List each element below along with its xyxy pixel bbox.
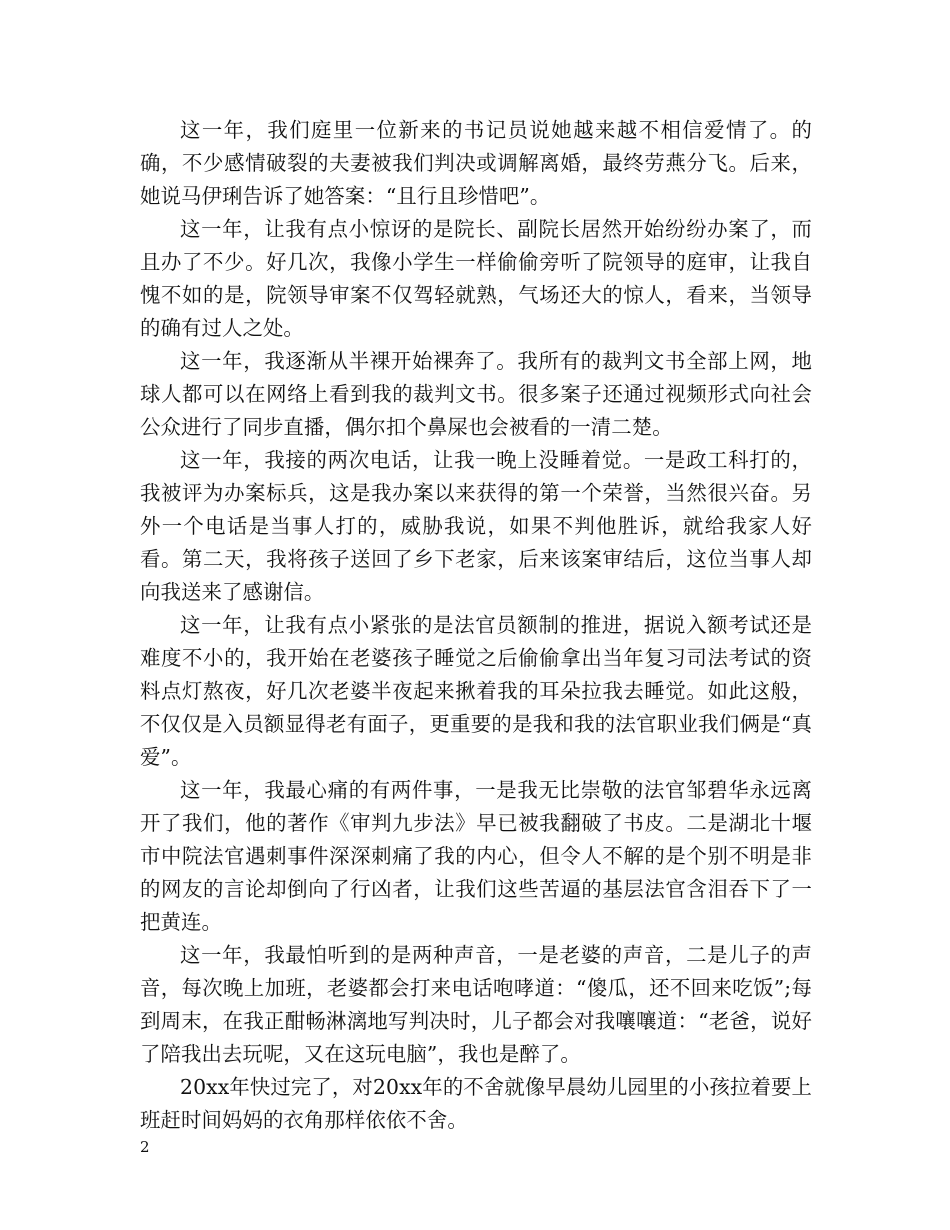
paragraph-5: 这一年，让我有点小紧张的是法官员额制的推进，据说入额考试还是难度不小的，我开始在老婆孩子睡觉之后偷偷拿出当年复习司法考试的资料点灯熬夜，好几次老婆半夜起来揪着我的耳朵拉我去睡觉。如此这般，不仅仅是入员额显得老有面子，更重要的是我和我的法官职业我们俩是“真爱”。 (140, 613, 812, 769)
page-number: 2 (140, 1138, 150, 1156)
paragraph-7: 这一年，我最怕听到的是两种声音，一是老婆的声音，二是儿子的声音，每次晚上加班，老婆都会打来电话咆哮道：“傻瓜，还不回来吃饭”;每到周末，在我正酣畅淋漓地写判决时，儿子都会对我嚷嚷道：“老爸，说好了陪我出去玩呢，又在这玩电脑”，我也是醉了。 (140, 943, 812, 1066)
paragraph-3: 这一年，我逐渐从半裸开始裸奔了。我所有的裁判文书全部上网，地球人都可以在网络上看到我的裁判文书。很多案子还通过视频形式向社会公众进行了同步直播，偶尔扣个鼻屎也会被看的一清二楚。 (140, 349, 812, 439)
paragraph-1: 这一年，我们庭里一位新来的书记员说她越来越不相信爱情了。的确，不少感情破裂的夫妻被我们判决或调解离婚，最终劳燕分飞。后来，她说马伊琍告诉了她答案：“且行且珍惜吧”。 (140, 118, 812, 208)
paragraph-2: 这一年，让我有点小惊讶的是院长、副院长居然开始纷纷办案了，而且办了不少。好几次，我像小学生一样偷偷旁听了院领导的庭审，让我自愧不如的是，院领导审案不仅驾轻就熟，气场还大的惊人，看来，当领导的确有过人之处。 (140, 217, 812, 340)
paragraph-8: 20xx年快过完了，对20xx年的不舍就像早晨幼儿园里的小孩拉着要上班赶时间妈妈的衣角那样依依不舍。 (140, 1075, 812, 1132)
paragraph-6: 这一年，我最心痛的有两件事，一是我无比崇敬的法官邹碧华永远离开了我们，他的著作《审判九步法》早已被我翻破了书皮。二是湖北十堰市中院法官遇刺事件深深刺痛了我的内心，但令人不解的是个别不明是非的网友的言论却倒向了行凶者，让我们这些苦逼的基层法官含泪吞下了一把黄连。 (140, 778, 812, 934)
paragraph-4: 这一年，我接的两次电话，让我一晚上没睡着觉。一是政工科打的，我被评为办案标兵，这是我办案以来获得的第一个荣誉，当然很兴奋。另外一个电话是当事人打的，威胁我说，如果不判他胜诉，就给我家人好看。第二天，我将孩子送回了乡下老家，后来该案审结后，这位当事人却向我送来了感谢信。 (140, 448, 812, 604)
document-body (140, 114, 812, 1137)
